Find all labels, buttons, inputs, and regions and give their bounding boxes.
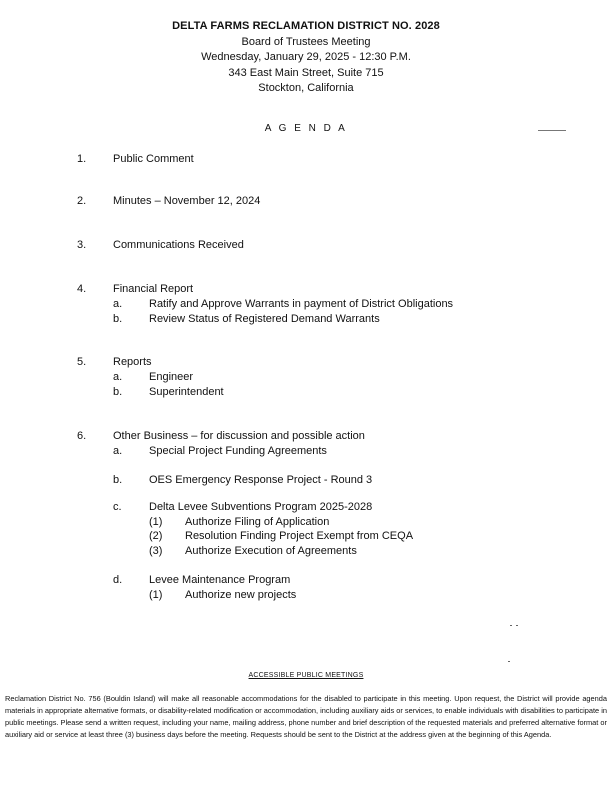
item-6c1-text: Authorize Filing of Application xyxy=(185,516,330,528)
item-3-text: Communications Received xyxy=(113,239,244,251)
item-4b-letter: b. xyxy=(113,313,123,325)
meeting-name: Board of Trustees Meeting xyxy=(241,35,371,48)
scan-mark xyxy=(516,625,518,626)
scan-mark xyxy=(510,625,512,626)
item-6b-text: OES Emergency Response Project - Round 3 xyxy=(149,474,373,486)
item-5b-text: Superintendent xyxy=(149,386,224,398)
accessible-meetings-notice: Reclamation District No. 756 (Bouldin Island) will make all reasonable accommodations for the disabled to participate in this meeting. Upon request, the District will provide agenda materials in appropriate alternative formats, or disability-related modification or accommodation, including auxiliary aids or services, to enable individuals with disabilities to participate in public meetings. Please send a written request, including your name, mailing address, phone number and brief description of the requested materials and preferred alternative format or auxiliary aid or service at least three (3) business days before the meeting. Requests should be sent to the District at the address given at the beginning of this Agenda. xyxy=(5,694,607,739)
item-6c-letter: c. xyxy=(113,501,122,513)
item-6c2-text: Resolution Finding Project Exempt from CEQA xyxy=(185,530,414,542)
corner-mark xyxy=(538,130,566,131)
item-5a-text: Engineer xyxy=(149,371,194,383)
item-6c3-text: Authorize Execution of Agreements xyxy=(185,545,357,557)
item-4-text: Financial Report xyxy=(113,283,194,295)
item-6c1-number: (1) xyxy=(149,516,163,528)
item-5b-letter: b. xyxy=(113,386,123,398)
item-4-number: 4. xyxy=(77,283,87,295)
item-6d-text: Levee Maintenance Program xyxy=(149,574,291,586)
item-6-number: 6. xyxy=(77,430,87,442)
item-2-text: Minutes – November 12, 2024 xyxy=(113,195,261,207)
meeting-address: 343 East Main Street, Suite 715 xyxy=(228,66,384,79)
item-4a-letter: a. xyxy=(113,298,123,310)
item-4b-text: Review Status of Registered Demand Warrants xyxy=(149,313,380,325)
item-4a-text: Ratify and Approve Warrants in payment of District Obligations xyxy=(149,298,454,310)
item-6c3-number: (3) xyxy=(149,545,163,557)
item-6c2-number: (2) xyxy=(149,530,163,542)
meeting-datetime: Wednesday, January 29, 2025 - 12:30 P.M. xyxy=(201,51,411,63)
item-5-text: Reports xyxy=(113,356,152,368)
item-6b-letter: b. xyxy=(113,474,123,486)
item-6a-letter: a. xyxy=(113,445,123,457)
accessible-meetings-heading: ACCESSIBLE PUBLIC MEETINGS xyxy=(248,672,364,679)
district-title: DELTA FARMS RECLAMATION DISTRICT NO. 2028 xyxy=(172,20,440,32)
item-1-text: Public Comment xyxy=(113,153,194,165)
item-6d1-text: Authorize new projects xyxy=(185,589,297,601)
meeting-city: Stockton, California xyxy=(258,82,354,94)
item-6c-text: Delta Levee Subventions Program 2025-2028 xyxy=(149,501,373,513)
scan-mark xyxy=(508,661,510,662)
item-6d1-number: (1) xyxy=(149,589,163,601)
item-3-number: 3. xyxy=(77,239,87,251)
item-5-number: 5. xyxy=(77,356,87,368)
item-1-number: 1. xyxy=(77,153,87,165)
agenda-heading: A G E N D A xyxy=(264,123,348,134)
item-6a-text: Special Project Funding Agreements xyxy=(149,445,327,457)
item-2-number: 2. xyxy=(77,195,87,207)
item-6d-letter: d. xyxy=(113,574,123,586)
item-5a-letter: a. xyxy=(113,371,123,383)
document-header xyxy=(0,19,612,97)
item-6-text: Other Business – for discussion and possible action xyxy=(113,430,365,442)
